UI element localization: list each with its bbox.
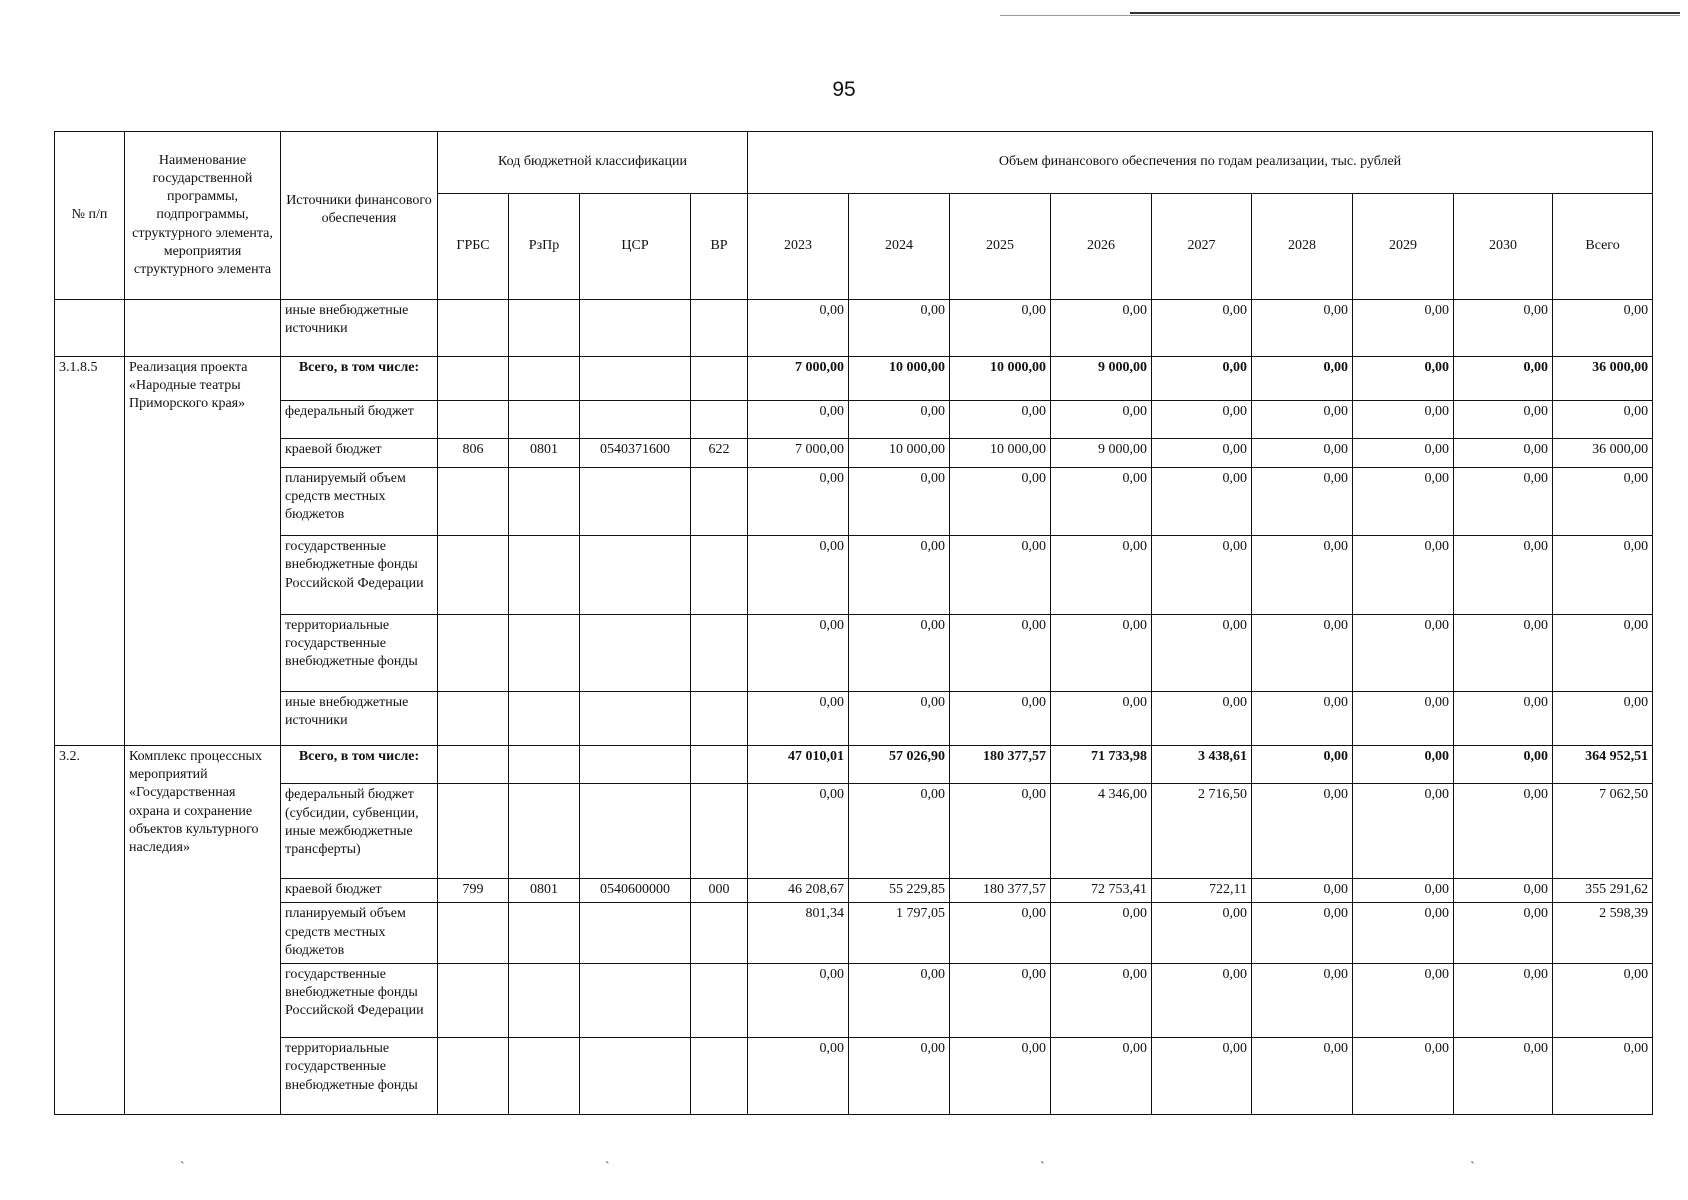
table-body (55, 300, 1653, 1115)
code-rzpr (509, 903, 580, 963)
value-year-2023: 801,34 (748, 903, 849, 963)
table-row (55, 963, 1653, 1038)
value-year-2027: 0,00 (1152, 1038, 1252, 1115)
funding-source: территориальные государственные внебюджетные фонды (281, 614, 438, 691)
value-year-2026: 0,00 (1051, 691, 1152, 745)
value-year-2026: 9 000,00 (1051, 439, 1152, 467)
value-year-2028: 0,00 (1252, 536, 1353, 615)
row-name (125, 300, 281, 357)
value-year-2024: 0,00 (849, 467, 950, 536)
code-vr (691, 536, 748, 615)
value-total: 36 000,00 (1553, 439, 1653, 467)
value-year-2024: 0,00 (849, 963, 950, 1038)
code-csr (580, 1038, 691, 1115)
code-rzpr (509, 963, 580, 1038)
value-year-2026: 0,00 (1051, 1038, 1152, 1115)
top-rule (1130, 12, 1680, 14)
value-year-2029: 0,00 (1353, 300, 1454, 357)
code-vr (691, 963, 748, 1038)
code-csr: 0540600000 (580, 879, 691, 903)
code-grbs: 806 (438, 439, 509, 467)
scan-mark: ˋ (605, 1160, 610, 1175)
table-row (55, 784, 1653, 879)
code-rzpr: 0801 (509, 439, 580, 467)
value-year-2023: 0,00 (748, 467, 849, 536)
value-year-2026: 0,00 (1051, 400, 1152, 438)
code-rzpr (509, 467, 580, 536)
value-year-2029: 0,00 (1353, 467, 1454, 536)
header-num: № п/п (55, 132, 125, 300)
value-total: 364 952,51 (1553, 746, 1653, 784)
value-year-2023: 0,00 (748, 784, 849, 879)
value-year-2025: 0,00 (950, 691, 1051, 745)
header-year-2030: 2030 (1454, 194, 1553, 300)
value-year-2030: 0,00 (1454, 691, 1553, 745)
value-year-2029: 0,00 (1353, 400, 1454, 438)
top-rule-thin (1000, 15, 1680, 16)
funding-source: планируемый объем средств местных бюджетов (281, 467, 438, 536)
value-year-2028: 0,00 (1252, 467, 1353, 536)
value-year-2030: 0,00 (1454, 879, 1553, 903)
code-grbs (438, 467, 509, 536)
value-year-2023: 47 010,01 (748, 746, 849, 784)
code-rzpr (509, 300, 580, 357)
row-number: 3.1.8.5 (55, 356, 125, 745)
value-year-2028: 0,00 (1252, 963, 1353, 1038)
table-row (55, 614, 1653, 691)
code-grbs (438, 963, 509, 1038)
value-total: 0,00 (1553, 536, 1653, 615)
code-grbs (438, 1038, 509, 1115)
value-year-2030: 0,00 (1454, 356, 1553, 400)
value-year-2025: 0,00 (950, 614, 1051, 691)
value-total: 0,00 (1553, 1038, 1653, 1115)
table-row (55, 1038, 1653, 1115)
value-year-2027: 0,00 (1152, 400, 1252, 438)
value-year-2027: 0,00 (1152, 356, 1252, 400)
value-year-2026: 0,00 (1051, 300, 1152, 357)
funding-source: иные внебюджетные источники (281, 300, 438, 357)
table-row (55, 536, 1653, 615)
code-csr (580, 784, 691, 879)
value-year-2028: 0,00 (1252, 746, 1353, 784)
funding-source: краевой бюджет (281, 439, 438, 467)
code-grbs (438, 536, 509, 615)
value-year-2023: 46 208,67 (748, 879, 849, 903)
value-year-2026: 71 733,98 (1051, 746, 1152, 784)
value-year-2024: 10 000,00 (849, 439, 950, 467)
table-row (55, 439, 1653, 467)
page-number: 95 (832, 78, 856, 101)
value-year-2029: 0,00 (1353, 746, 1454, 784)
code-vr (691, 746, 748, 784)
funding-source: краевой бюджет (281, 879, 438, 903)
code-vr (691, 691, 748, 745)
value-year-2024: 0,00 (849, 300, 950, 357)
header-grbs: ГРБС (438, 194, 509, 300)
value-year-2026: 0,00 (1051, 467, 1152, 536)
value-year-2023: 7 000,00 (748, 356, 849, 400)
value-year-2029: 0,00 (1353, 879, 1454, 903)
value-year-2025: 0,00 (950, 963, 1051, 1038)
table-row (55, 879, 1653, 903)
value-year-2025: 0,00 (950, 300, 1051, 357)
header-rzpr: РзПр (509, 194, 580, 300)
value-total: 0,00 (1553, 300, 1653, 357)
value-year-2027: 0,00 (1152, 614, 1252, 691)
value-year-2023: 0,00 (748, 300, 849, 357)
value-year-2025: 180 377,57 (950, 879, 1051, 903)
code-rzpr (509, 536, 580, 615)
value-total: 7 062,50 (1553, 784, 1653, 879)
value-year-2023: 0,00 (748, 691, 849, 745)
code-rzpr (509, 784, 580, 879)
code-csr (580, 536, 691, 615)
table-row (55, 746, 1653, 784)
code-grbs (438, 784, 509, 879)
funding-source: иные внебюджетные источники (281, 691, 438, 745)
value-year-2030: 0,00 (1454, 400, 1553, 438)
value-year-2026: 72 753,41 (1051, 879, 1152, 903)
value-year-2027: 0,00 (1152, 300, 1252, 357)
value-year-2029: 0,00 (1353, 1038, 1454, 1115)
value-year-2023: 0,00 (748, 1038, 849, 1115)
code-csr (580, 467, 691, 536)
funding-source: территориальные государственные внебюджетные фонды (281, 1038, 438, 1115)
scan-mark: ˋ (1040, 1160, 1045, 1175)
value-total: 0,00 (1553, 963, 1653, 1038)
value-year-2030: 0,00 (1454, 439, 1553, 467)
table-row (55, 903, 1653, 963)
value-year-2023: 0,00 (748, 614, 849, 691)
code-vr: 622 (691, 439, 748, 467)
header-volume-group: Объем финансового обеспечения по годам реализации, тыс. рублей (748, 132, 1653, 194)
value-year-2027: 3 438,61 (1152, 746, 1252, 784)
header-name: Наименование государственной программы, подпрограммы, структурного элемента, мероприятия структурного элемента (125, 132, 281, 300)
scan-mark: ˋ (180, 1160, 185, 1175)
code-rzpr (509, 1038, 580, 1115)
code-vr (691, 903, 748, 963)
value-year-2024: 10 000,00 (849, 356, 950, 400)
value-year-2030: 0,00 (1454, 903, 1553, 963)
code-grbs (438, 400, 509, 438)
value-year-2024: 0,00 (849, 536, 950, 615)
value-year-2029: 0,00 (1353, 356, 1454, 400)
code-csr (580, 614, 691, 691)
value-total: 0,00 (1553, 467, 1653, 536)
code-csr (580, 400, 691, 438)
value-year-2028: 0,00 (1252, 1038, 1353, 1115)
value-year-2025: 0,00 (950, 1038, 1051, 1115)
value-year-2025: 180 377,57 (950, 746, 1051, 784)
value-year-2027: 0,00 (1152, 691, 1252, 745)
scan-mark: ˋ (1470, 1160, 1475, 1175)
value-year-2028: 0,00 (1252, 400, 1353, 438)
value-year-2028: 0,00 (1252, 879, 1353, 903)
value-year-2027: 0,00 (1152, 467, 1252, 536)
code-vr (691, 300, 748, 357)
code-grbs (438, 903, 509, 963)
code-csr (580, 963, 691, 1038)
value-total: 0,00 (1553, 614, 1653, 691)
header-year-2027: 2027 (1152, 194, 1252, 300)
value-total: 2 598,39 (1553, 903, 1653, 963)
value-year-2026: 9 000,00 (1051, 356, 1152, 400)
header-year-2023: 2023 (748, 194, 849, 300)
code-grbs (438, 746, 509, 784)
code-rzpr: 0801 (509, 879, 580, 903)
value-year-2030: 0,00 (1454, 300, 1553, 357)
value-year-2023: 7 000,00 (748, 439, 849, 467)
code-grbs (438, 614, 509, 691)
row-number: 3.2. (55, 746, 125, 1115)
code-csr (580, 691, 691, 745)
value-year-2026: 4 346,00 (1051, 784, 1152, 879)
value-year-2024: 0,00 (849, 691, 950, 745)
value-year-2024: 57 026,90 (849, 746, 950, 784)
table-row (55, 356, 1653, 400)
value-year-2030: 0,00 (1454, 963, 1553, 1038)
funding-source: федеральный бюджет (субсидии, субвенции, иные межбюджетные трансферты) (281, 784, 438, 879)
value-year-2030: 0,00 (1454, 746, 1553, 784)
value-year-2024: 0,00 (849, 614, 950, 691)
value-year-2024: 0,00 (849, 1038, 950, 1115)
value-year-2024: 0,00 (849, 784, 950, 879)
value-year-2027: 0,00 (1152, 536, 1252, 615)
code-vr: 000 (691, 879, 748, 903)
header-vr: ВР (691, 194, 748, 300)
value-year-2030: 0,00 (1454, 467, 1553, 536)
code-grbs: 799 (438, 879, 509, 903)
value-year-2026: 0,00 (1051, 903, 1152, 963)
funding-source: Всего, в том числе: (281, 746, 438, 784)
table-row (55, 691, 1653, 745)
code-vr (691, 1038, 748, 1115)
value-year-2024: 0,00 (849, 400, 950, 438)
header-year-2028: 2028 (1252, 194, 1353, 300)
value-year-2025: 0,00 (950, 536, 1051, 615)
value-total: 0,00 (1553, 400, 1653, 438)
code-rzpr (509, 356, 580, 400)
code-rzpr (509, 400, 580, 438)
code-rzpr (509, 691, 580, 745)
value-year-2026: 0,00 (1051, 614, 1152, 691)
value-year-2028: 0,00 (1252, 614, 1353, 691)
header-year-2029: 2029 (1353, 194, 1454, 300)
header-source: Источники финансового обеспечения (281, 132, 438, 300)
value-total: 355 291,62 (1553, 879, 1653, 903)
code-vr (691, 467, 748, 536)
funding-source: Всего, в том числе: (281, 356, 438, 400)
table-row (55, 300, 1653, 357)
code-vr (691, 356, 748, 400)
value-year-2028: 0,00 (1252, 356, 1353, 400)
value-year-2026: 0,00 (1051, 963, 1152, 1038)
value-year-2024: 55 229,85 (849, 879, 950, 903)
code-csr (580, 746, 691, 784)
value-year-2025: 0,00 (950, 903, 1051, 963)
value-year-2025: 10 000,00 (950, 356, 1051, 400)
value-year-2030: 0,00 (1454, 536, 1553, 615)
value-year-2025: 0,00 (950, 400, 1051, 438)
value-year-2025: 0,00 (950, 784, 1051, 879)
code-vr (691, 614, 748, 691)
value-year-2029: 0,00 (1353, 903, 1454, 963)
header-year-2024: 2024 (849, 194, 950, 300)
value-year-2028: 0,00 (1252, 784, 1353, 879)
funding-source: планируемый объем средств местных бюджетов (281, 903, 438, 963)
code-grbs (438, 691, 509, 745)
header-year-2025: 2025 (950, 194, 1051, 300)
row-name: Реализация проекта «Народные театры Приморского края» (125, 356, 281, 745)
value-year-2028: 0,00 (1252, 439, 1353, 467)
value-year-2029: 0,00 (1353, 614, 1454, 691)
value-year-2026: 0,00 (1051, 536, 1152, 615)
code-csr (580, 300, 691, 357)
budget-table (54, 131, 1653, 1115)
code-rzpr (509, 614, 580, 691)
code-vr (691, 400, 748, 438)
code-csr: 0540371600 (580, 439, 691, 467)
value-year-2027: 722,11 (1152, 879, 1252, 903)
code-grbs (438, 356, 509, 400)
row-name: Комплекс процессных мероприятий «Государственная охрана и сохранение объектов культурного наследия» (125, 746, 281, 1115)
row-number (55, 300, 125, 357)
funding-source: государственные внебюджетные фонды Российской Федерации (281, 963, 438, 1038)
value-year-2029: 0,00 (1353, 691, 1454, 745)
value-year-2025: 10 000,00 (950, 439, 1051, 467)
code-rzpr (509, 746, 580, 784)
value-year-2029: 0,00 (1353, 784, 1454, 879)
header-year-2026: 2026 (1051, 194, 1152, 300)
value-year-2027: 0,00 (1152, 439, 1252, 467)
header-total: Всего (1553, 194, 1653, 300)
header-kbk-group: Код бюджетной классификации (438, 132, 748, 194)
value-year-2029: 0,00 (1353, 439, 1454, 467)
value-year-2024: 1 797,05 (849, 903, 950, 963)
value-year-2023: 0,00 (748, 536, 849, 615)
value-total: 0,00 (1553, 691, 1653, 745)
value-year-2029: 0,00 (1353, 536, 1454, 615)
value-year-2027: 0,00 (1152, 963, 1252, 1038)
value-year-2030: 0,00 (1454, 784, 1553, 879)
code-vr (691, 784, 748, 879)
value-year-2028: 0,00 (1252, 691, 1353, 745)
header-csr: ЦСР (580, 194, 691, 300)
funding-source: государственные внебюджетные фонды Российской Федерации (281, 536, 438, 615)
value-total: 36 000,00 (1553, 356, 1653, 400)
funding-source: федеральный бюджет (281, 400, 438, 438)
value-year-2029: 0,00 (1353, 963, 1454, 1038)
table-row (55, 467, 1653, 536)
value-year-2030: 0,00 (1454, 1038, 1553, 1115)
value-year-2027: 0,00 (1152, 903, 1252, 963)
value-year-2023: 0,00 (748, 963, 849, 1038)
value-year-2027: 2 716,50 (1152, 784, 1252, 879)
value-year-2028: 0,00 (1252, 903, 1353, 963)
value-year-2030: 0,00 (1454, 614, 1553, 691)
code-csr (580, 356, 691, 400)
table-row (55, 400, 1653, 438)
value-year-2028: 0,00 (1252, 300, 1353, 357)
code-grbs (438, 300, 509, 357)
code-csr (580, 903, 691, 963)
value-year-2025: 0,00 (950, 467, 1051, 536)
value-year-2023: 0,00 (748, 400, 849, 438)
